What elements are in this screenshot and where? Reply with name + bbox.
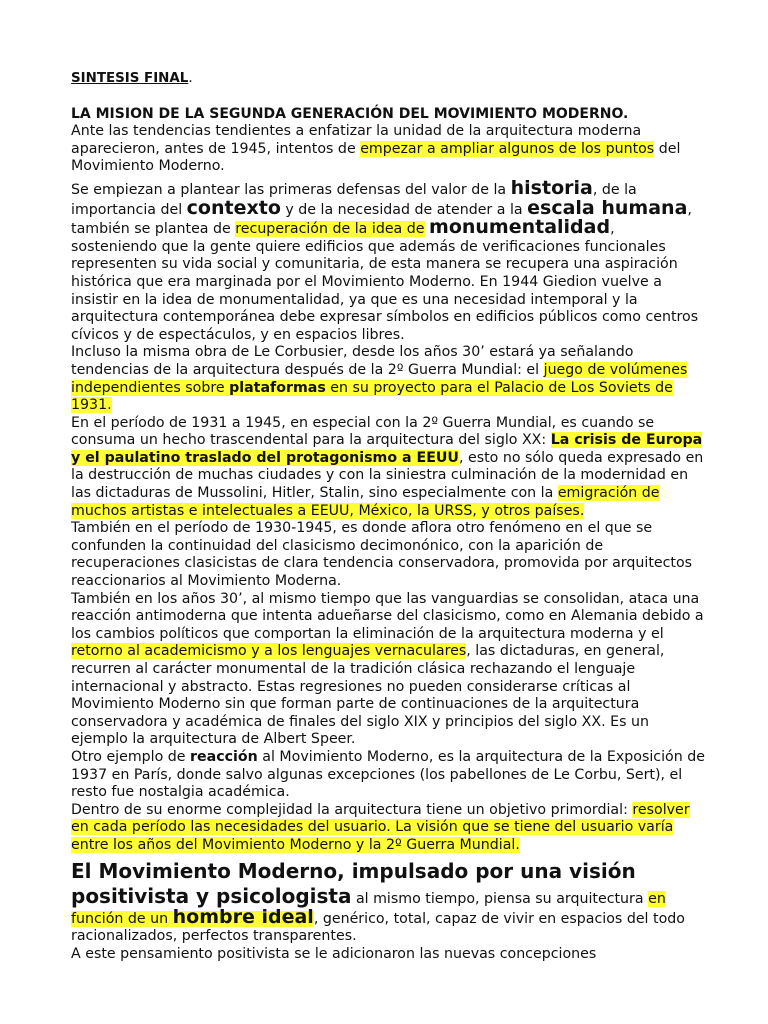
p1-highlight: empezar a ampliar algunos de los puntos	[360, 140, 655, 157]
title-dot: .	[188, 70, 193, 86]
p1-text-a: Ante las tendencias tendientes a enfatizar la unidad de la arquitectura moderna aparecieron, antes de 1945, intentos de	[71, 123, 642, 157]
p2-text-c: y de la necesidad de atender a la	[280, 201, 528, 218]
p8-highlight: resolver en cada período las necesidades del usuario. La visión que se tiene del usuario varía entre los años del Movimiento Moderno y la 2º Guerra Mundial.	[71, 801, 690, 853]
p2-historia: historia	[510, 176, 593, 199]
paragraph-3	[71, 344, 705, 414]
paragraph-5: También en el período de 1930-1945, es donde aflora otro fenómeno en el que se confunden la continuidad del clasicismo decimonónico, con la aparición de recuperaciones clasicistas de clara tendencia conservadora, promovida por arquitectos reaccionarios al Movimiento Moderna.	[71, 520, 693, 590]
p4-text-b: , esto no sólo queda expresado en la destrucción de muchas ciudades y con la siniestra culminación de la modernidad en las dictaduras de Mussolini, Hitler, Stalin, sino especialmente con la	[71, 449, 704, 502]
p2-text-e: , sosteniendo que la gente quiere edificios que además de verificaciones funcionales representen su vida social y comunitaria, de esta manera se recupera una aspiración histórica que era marginada por el Movimiento Moderno. En 1944 Giedion vuelve a insistir en la idea de monumentalidad, ya que es una necesidad intemporal y la arquitectura contemporánea debe expresar símbolos en edificios públicos como centros cívicos y de espectáculos, y en espacios libres.	[71, 221, 699, 343]
p3-highlight-a: juego de volúmenes independientes sobre	[71, 361, 688, 396]
paragraph-7	[71, 749, 705, 802]
paragraph-10: A este pensamiento positivista se le adicionaron las nuevas concepciones	[71, 945, 597, 962]
p4-highlight: emigración de muchos artistas e intelectuales a EEUU, México, la URSS, y otros países.	[71, 485, 660, 519]
p3-highlight-bold: plataformas	[229, 379, 326, 396]
p2-contexto: contexto	[186, 196, 281, 219]
p9-big-heading: El Movimiento Moderno, impulsado por una visión positivista y psicologista	[71, 858, 636, 908]
p9-highlight-big: hombre ideal	[172, 905, 314, 928]
p3-text-a: Incluso la misma obra de Le Corbusier, desde los años 30’ estará ya señalando tendencias de la arquitectura después de la 2º Guerra Mundial: el	[71, 344, 634, 378]
paragraph-1	[71, 123, 705, 176]
p3-highlight-b: en su proyecto para el Palacio de Los Soviets de 1931.	[71, 379, 673, 414]
p6-text-b: , las dictaduras, en general, recurren al carácter monumental de la tradición clásica rechazando el lenguaje internacional y abstracto. Estas regresiones no pueden considerarse críticas al Movimiento Moderno sin que forman parte de continuaciones de la arquitectura conservadora y académica de finales del siglo XIX y principios del siglo XX. Es un ejemplo la arquitectura de Albert Speer.	[71, 643, 665, 748]
p9-highlight-text: en función de un	[71, 890, 666, 927]
paragraph-8	[71, 802, 705, 855]
document-body	[71, 70, 705, 963]
document-title: SINTESIS FINAL	[71, 71, 189, 86]
p2-text-a: Se empiezan a plantear las primeras defensas del valor de la	[71, 181, 511, 198]
paragraph-2	[71, 176, 705, 344]
p2-escala: escala humana	[527, 196, 688, 219]
p7-bold: reacción	[190, 748, 258, 765]
p7-text-b: al Movimiento Moderno, es la arquitectura de la Exposición de 1937 en París, donde salvo algunas excepciones (los pabellones de Le Corbu, Sert), el resto fue nostalgia académica.	[71, 748, 705, 801]
title-line	[71, 70, 705, 88]
p6-text-a: También en los años 30’, al mismo tiempo que las vanguardias se consolidan, ataca una reacción antimoderna que intenta adueñarse del clasicismo, como en Alemania debido a los cambios políticos que comportan la eliminación de la arquitectura moderna y el	[71, 590, 704, 642]
section-heading: LA MISION DE LA SEGUNDA GENERACIÓN DEL MOVIMIENTO MODERNO.	[71, 105, 629, 122]
p2-text-d: , también se plantea de	[71, 201, 692, 238]
p1-text-b: del Movimiento Moderno.	[71, 140, 681, 175]
paragraph-4	[71, 415, 705, 521]
p7-text-a: Otro ejemplo de	[71, 748, 191, 765]
p8-text-a: Dentro de su enorme complejidad la arquitectura tiene un objetivo primordial:	[71, 801, 633, 818]
p6-highlight: retorno al academicismo y a los lenguajes vernaculares	[71, 643, 467, 660]
p2-text-b: , de la importancia del	[71, 181, 637, 218]
paragraph-6	[71, 591, 705, 749]
paragraph-9	[71, 859, 705, 946]
p9-text-a: al mismo tiempo, piensa su arquitectura	[351, 890, 649, 907]
p2-monumentalidad: monumentalidad	[429, 216, 611, 239]
p4-bold-text: La crisis de Europa y el paulatino traslado del protagonismo a EEUU	[71, 432, 703, 466]
p2-highlight: recuperación de la idea de	[235, 221, 425, 238]
p9-text-b: , genérico, total, capaz de vivir en espacios del todo racionalizados, perfectos transparentes.	[71, 910, 685, 945]
p4-text-a: En el período de 1931 a 1945, en especial con la 2º Guerra Mundial, es cuando se consuma un hecho trascendental para la arquitectura del siglo XX:	[71, 414, 655, 449]
